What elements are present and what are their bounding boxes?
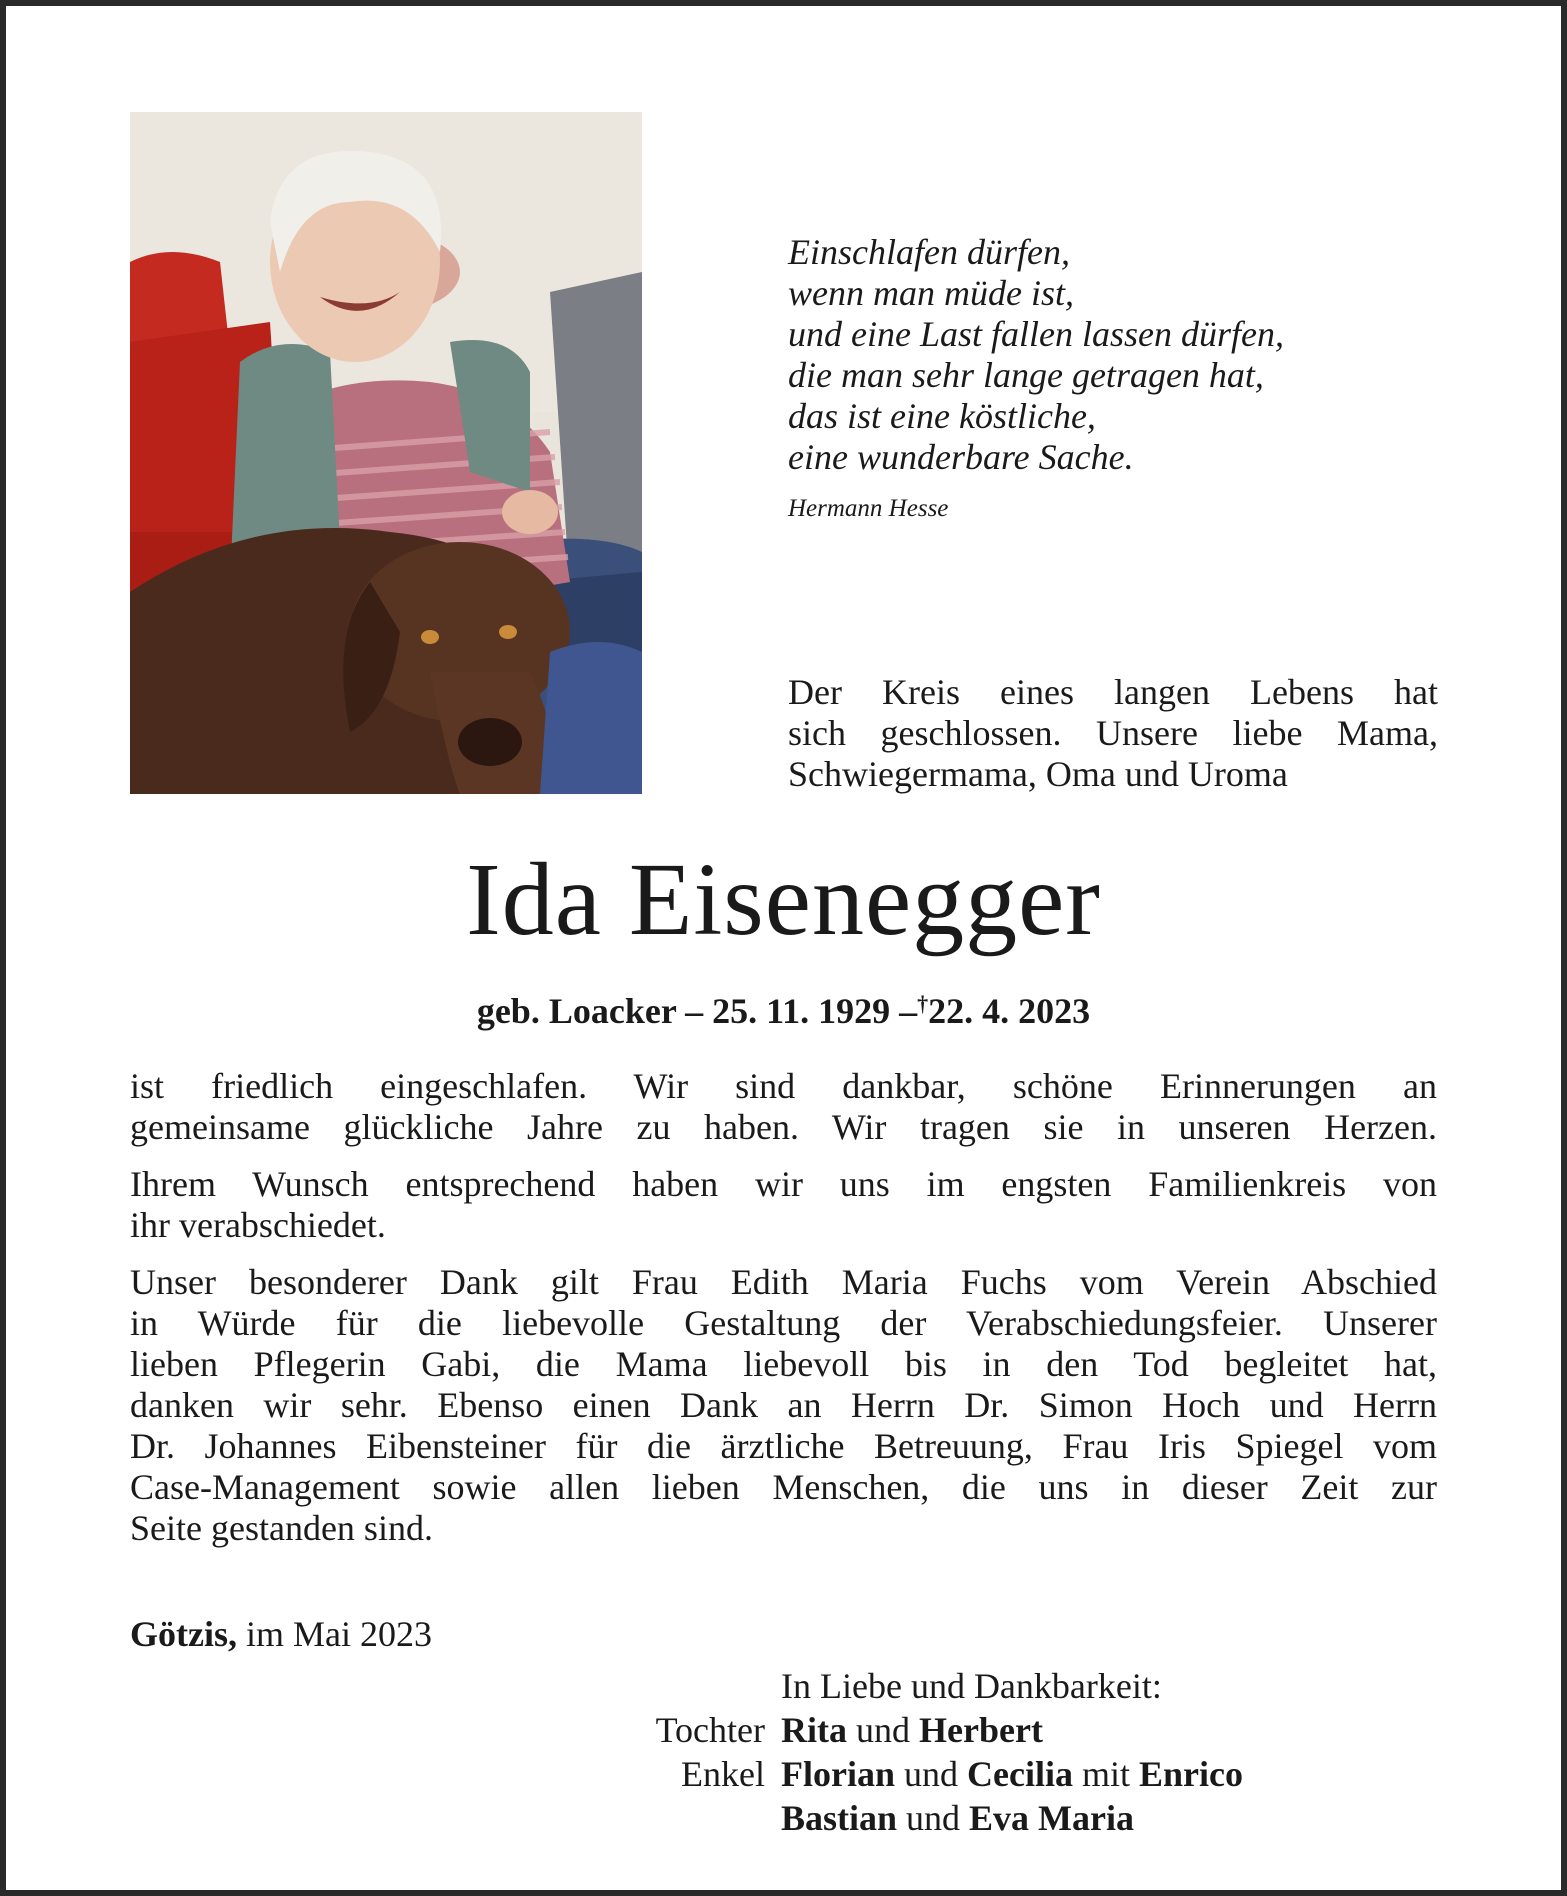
poem-line: die man sehr lange getragen hat, [788,355,1264,395]
signer-name: Eva Maria [969,1798,1135,1838]
signature-names [781,1796,1134,1840]
signature-heading: In Liebe und Dankbarkeit: [781,1666,1162,1706]
body-line: Unser besonderer Dank gilt Frau Edith Maria Fuchs vom Verein Abschied [130,1262,1437,1302]
poem-author: Hermann Hesse [788,495,949,522]
life-dates [0,982,1567,1033]
body-line: ihr verabschiedet. [130,1205,386,1245]
portrait-photo [130,112,642,794]
cross-icon: † [917,991,929,1016]
signature-row [600,1752,1460,1796]
body-line: Dr. Johannes Eibensteiner für die ärztliche Betreuung, Frau Iris Spiegel vom [130,1426,1437,1466]
body-line: Case-Management sowie allen lieben Menschen, die uns in dieser Zeit zur [130,1467,1437,1507]
signer-name: Cecilia [967,1754,1073,1794]
poem-line: das ist eine köstliche, [788,396,1096,436]
paragraph [130,1262,1437,1549]
dash: – [899,991,918,1031]
body-line: ist friedlich eingeschlafen. Wir sind dankbar, schöne Erinnerungen an [130,1066,1437,1106]
body-line: gemeinsame glückliche Jahre zu haben. Wir tragen sie in unseren Herzen. [130,1107,1437,1147]
conjunction: und [906,1798,961,1838]
obituary-body [130,1066,1437,1565]
intro-text [788,672,1438,795]
body-line: Ihrem Wunsch entsprechend haben wir uns im engsten Familienkreis von [130,1164,1437,1204]
intro-line: Der Kreis eines langen Lebens hat [788,672,1438,712]
intro-line: sich geschlossen. Unsere liebe Mama, [788,713,1438,753]
birth-name: geb. Loacker [476,991,677,1031]
body-line: in Würde für die liebevolle Gestaltung der Verabschiedungsfeier. Unserer [130,1303,1437,1343]
signature-heading-row [600,1664,1460,1708]
poem-line: eine wunderbare Sache. [788,437,1134,477]
signer-name: Bastian [781,1798,898,1838]
place-date [130,1612,432,1656]
paragraph [130,1066,1437,1148]
signer-name: Enrico [1138,1754,1243,1794]
body-line: Seite gestanden sind. [130,1508,433,1548]
signer-name: Herbert [919,1710,1043,1750]
signature-role [600,1796,781,1840]
signer-name: Rita [781,1710,847,1750]
dash: – [685,991,704,1031]
signature-names [781,1708,1043,1752]
conjunction: und [856,1710,910,1750]
signature-role: Enkel [681,1754,765,1794]
death-date: 22. 4. 2023 [928,991,1091,1031]
poem-line: wenn man müde ist, [788,273,1074,313]
deceased-name: Ida Eisenegger [466,842,1101,957]
signature-row [600,1796,1460,1840]
signature-role: Tochter [655,1710,765,1750]
signature-block [600,1664,1460,1840]
poem-line: Einschlafen dürfen, [788,232,1070,272]
paragraph [130,1164,1437,1246]
body-line: danken wir sehr. Ebenso einen Dank an Herrn Dr. Simon Hoch und Herrn [130,1385,1437,1425]
role-spacer [600,1664,781,1708]
conjunction: und [904,1754,958,1794]
intro-line: Schwiegermama, Oma und Uroma [788,754,1288,794]
poem-line: und eine Last fallen lassen dürfen, [788,314,1284,354]
place-date-text: im Mai 2023 [245,1614,432,1654]
signature-names [781,1752,1243,1796]
poem [788,232,1488,524]
conjunction: mit [1081,1754,1130,1794]
place-town: Götzis, [130,1614,237,1654]
signer-name: Florian [781,1754,895,1794]
signature-row [600,1708,1460,1752]
birth-date: 25. 11. 1929 [712,991,891,1031]
body-line: lieben Pflegerin Gabi, die Mama liebevoll bis in den Tod begleitet hat, [130,1344,1437,1384]
